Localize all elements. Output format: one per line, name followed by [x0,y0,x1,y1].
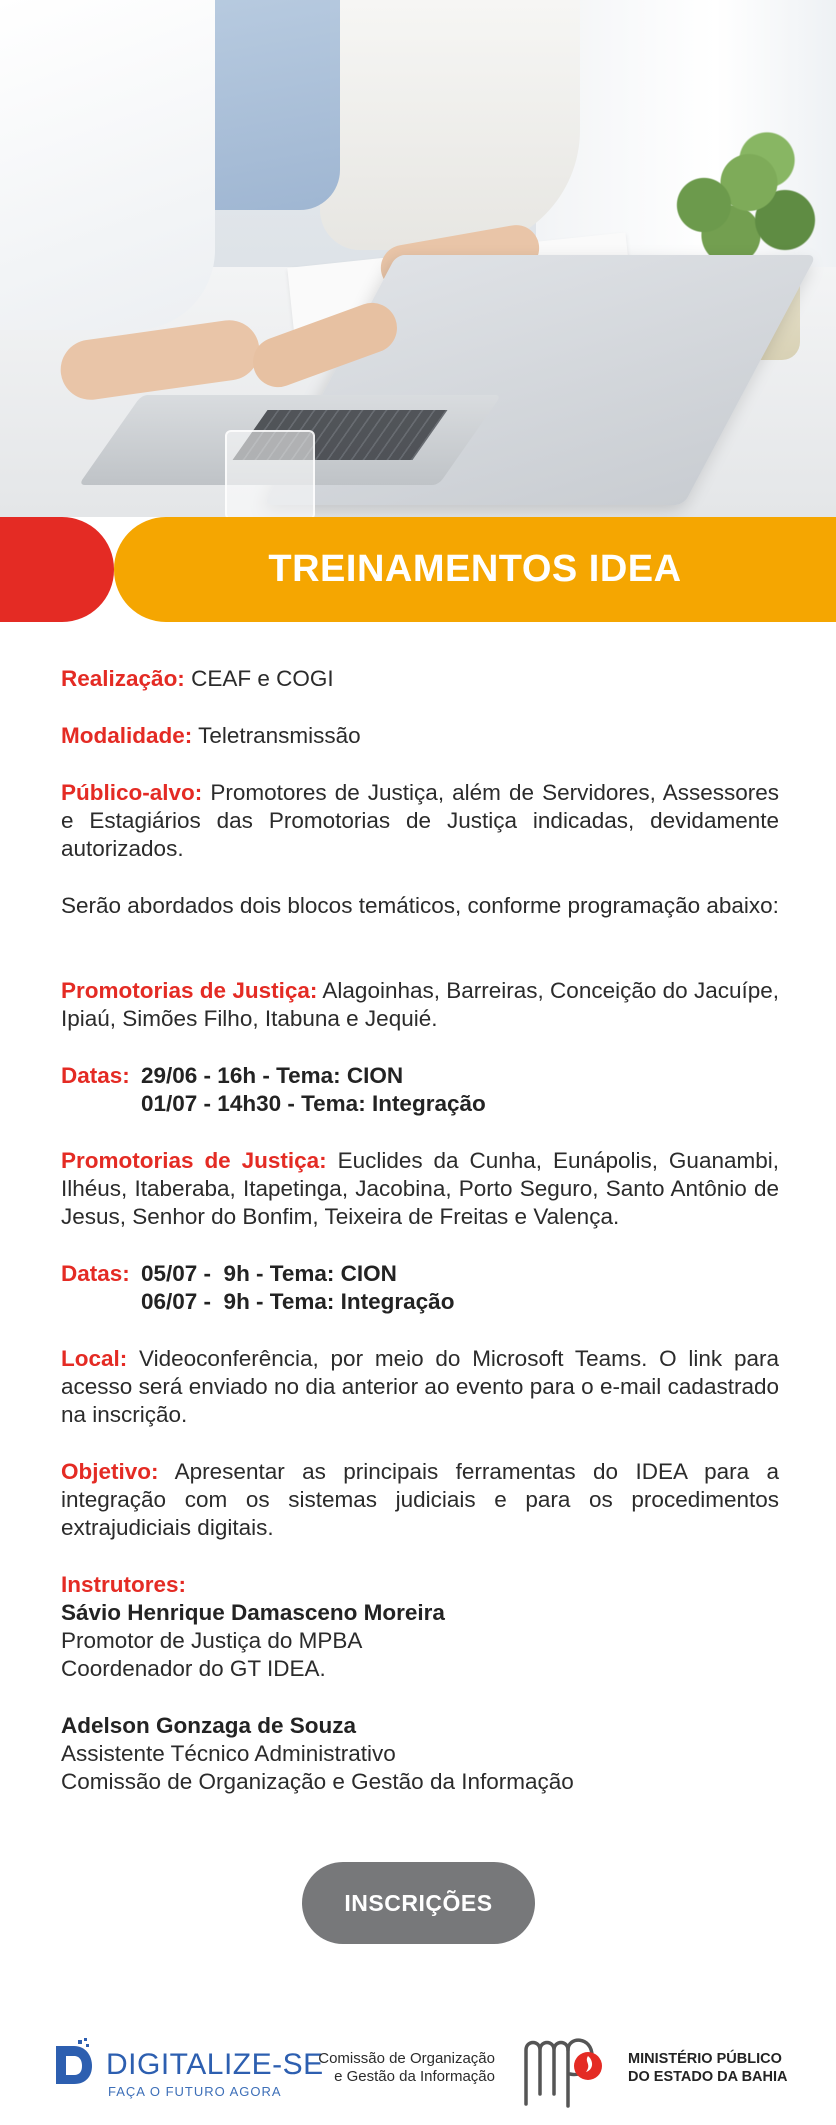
modalidade-value: Teletransmissão [198,723,361,748]
promotorias-1-paragraph [61,977,779,1033]
instructor-1-role-2: Coordenador do GT IDEA. [61,1656,326,1681]
digitalize-name: DIGITALIZE-SE [106,2048,324,2081]
comissao-line-2: e Gestão da Informação [334,2068,495,2085]
realizacao-label: Realização: [61,666,185,691]
banner-yellow-bar [114,517,836,622]
instructor-2-role-1: Assistente Técnico Administrativo [61,1741,396,1766]
mp-bahia-text [628,2050,788,2086]
instrutores-label: Instrutores: [61,1572,187,1597]
datas-1-label: Datas: [61,1063,130,1088]
footer-logos [0,2020,836,2120]
datas-2-block [61,1260,779,1316]
title-banner [0,517,836,622]
person-left [0,0,215,330]
mp-line-2: DO ESTADO DA BAHIA [628,2069,788,2085]
datas-1-block [61,1062,779,1118]
publico-alvo-paragraph [61,779,779,863]
instructor-1-role-1: Promotor de Justiça do MPBA [61,1628,363,1653]
objetivo-label: Objetivo: [61,1459,159,1484]
inscricoes-button[interactable]: INSCRIÇÕES [302,1862,535,1944]
instructor-2-role-2: Comissão de Organização e Gestão da Informação [61,1769,574,1794]
objetivo-value: Apresentar as principais ferramentas do IDEA para a integração com os sistemas judiciais e para os procedimentos extrajudiciais digitais. [61,1459,779,1540]
comissao-text [302,2050,495,2086]
local-paragraph [61,1345,779,1429]
mp-line-1: MINISTÉRIO PÚBLICO [628,2051,782,2067]
hero-photo [0,0,836,517]
datas-1-line-2: 01/07 - 14h30 - Tema: Integração [141,1091,486,1116]
datas-2-label: Datas: [61,1261,130,1286]
digitalize-tagline: FAÇA O FUTURO AGORA [108,2084,282,2099]
local-value: Videoconferência, por meio do Microsoft Teams. O link para acesso será enviado no dia anterior ao evento para o e-mail cadastrado na inscrição. [61,1346,779,1427]
modalidade-label: Modalidade: [61,723,193,748]
instructor-2-block [61,1712,779,1796]
objetivo-paragraph [61,1458,779,1542]
promotorias-2-label: Promotorias de Justiça: [61,1148,327,1173]
local-label: Local: [61,1346,128,1371]
datas-2-line-1: 05/07 - 9h - Tema: CION [141,1261,397,1286]
page-title: TREINAMENTOS IDEA [268,548,682,590]
datas-1-line-1: 29/06 - 16h - Tema: CION [141,1063,404,1088]
digitalize-logo-icon [52,2038,96,2088]
promotorias-2-value: Euclides da Cunha, Eunápolis, Guanambi, Ilhéus, Itaberaba, Itapetinga, Jacobina, Porto Seguro, Santo Antônio de Jesus, Senhor do Bonfim, Teixeira de Freitas e Valença. [61,1148,779,1229]
promotorias-1-value: Alagoinhas, Barreiras, Conceição do Jacuípe, Ipiaú, Simões Filho, Itabuna e Jequié. [61,978,780,1031]
instructor-2-name: Adelson Gonzaga de Souza [61,1713,357,1738]
publico-alvo-value: Promotores de Justiça, além de Servidores, Assessores e Estagiários das Promotorias de Justiça indicadas, devidamente autorizados. [61,780,779,861]
banner-red-accent [0,517,114,622]
mp-bahia-logo-icon [522,2034,618,2112]
comissao-line-1: Comissão de Organização [318,2050,495,2067]
instrutores-block [61,1571,779,1683]
instructor-1-name: Sávio Henrique Damasceno Moreira [61,1600,445,1625]
blocos-paragraph: Serão abordados dois blocos temáticos, conforme programação abaixo: [61,893,779,918]
glass [225,430,315,517]
person-right [320,0,580,250]
datas-2-line-2: 06/07 - 9h - Tema: Integração [141,1289,455,1314]
promotorias-2-paragraph [61,1147,779,1231]
promotorias-1-label: Promotorias de Justiça: [61,978,318,1003]
publico-alvo-label: Público-alvo: [61,780,203,805]
realizacao-value: CEAF e COGI [191,666,334,691]
realizacao-paragraph [61,665,779,693]
modalidade-paragraph [61,722,779,750]
